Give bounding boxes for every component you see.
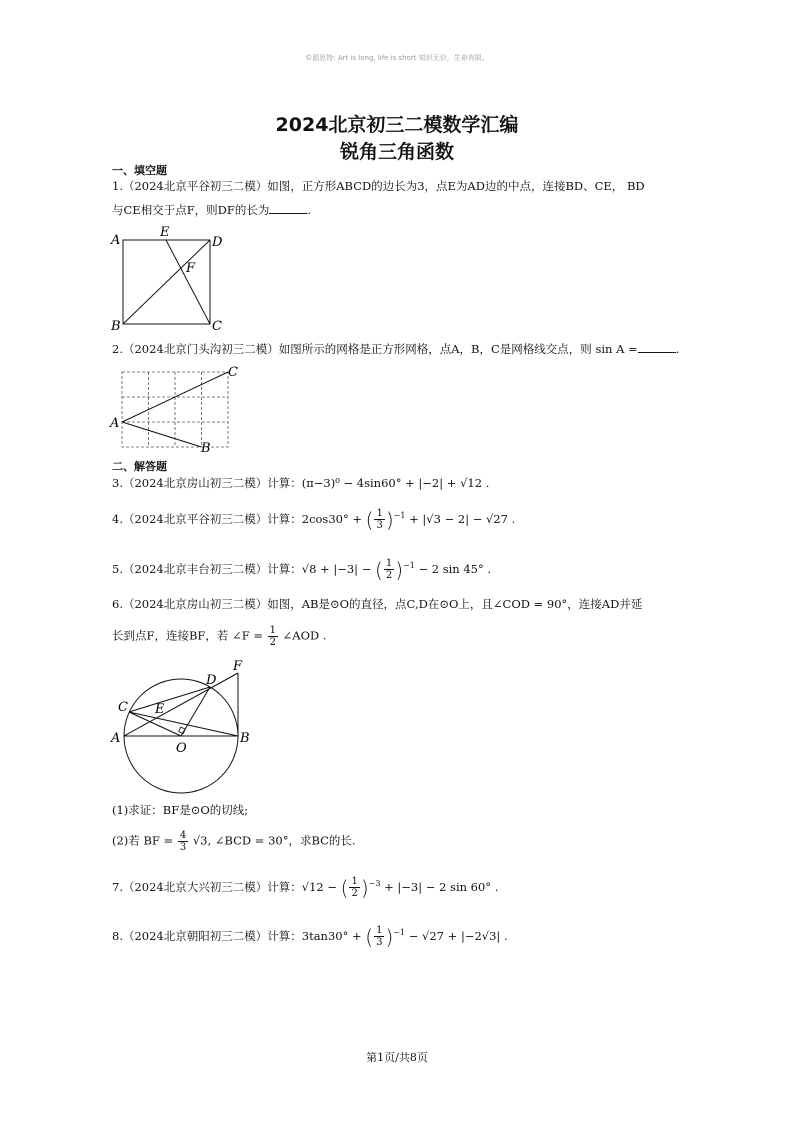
section-answer: 二、解答题 xyxy=(112,460,167,473)
question-1-line1: 1.（2024北京平谷初三二模）如图，正方形ABCD的边长为3，点E为AD边的中点，连接BD、CE， BD xyxy=(112,179,645,193)
watermark: ©源思特: Art is long, life is short 知识无价，生命有限。 xyxy=(305,54,489,62)
figure-grid xyxy=(108,364,248,454)
question-6-part1: (1)求证：BF是⊙O的切线; xyxy=(112,803,249,817)
fig3-label-E: E xyxy=(155,702,165,717)
question-6-line2: 长到点F，连接BF，若 ∠F = $\frac{1}{2}$ ∠AOD . xyxy=(112,625,327,648)
fig3-label-F: F xyxy=(233,659,243,674)
fig2-label-B: B xyxy=(201,441,211,454)
fig3-label-O: O xyxy=(176,741,187,756)
question-7: 7.（2024北京大兴初三二模）计算：√12 − ( $\frac{1}{2}$ )$^{-3}$ + |−3| − 2 sin 60° . xyxy=(112,875,499,900)
fig1-label-D: D xyxy=(212,235,223,250)
fig1-label-F: F xyxy=(186,261,196,276)
fig1-label-B: B xyxy=(111,319,121,334)
fig3-label-A: A xyxy=(111,731,121,746)
page-title: 2024北京初三二模数学汇编 xyxy=(275,114,519,136)
fig1-label-E: E xyxy=(160,226,170,240)
question-6-part2: (2)若 BF = $\frac{4}{3}$ √3, ∠BCD = 30°，求BC的长. xyxy=(112,830,356,853)
fig3-label-D: D xyxy=(206,673,217,688)
section-fill-blank: 一、填空题 xyxy=(112,164,167,177)
question-8: 8.（2024北京朝阳初三二模）计算：3tan30° + ( $\frac{1}{3}$ )$^{-1}$ − √27 + |−2√3| . xyxy=(112,924,508,949)
page-subtitle: 锐角三角函数 xyxy=(339,141,454,163)
question-6-line1: 6.（2024北京房山初三二模）如图，AB是⊙O的直径，点C,D在⊙O上，且∠COD = 90°，连接AD并延 xyxy=(112,597,643,611)
question-3: 3.（2024北京房山初三二模）计算：(π−3)⁰ − 4sin60° + |−2| + √12 . xyxy=(112,476,490,490)
answer-blank xyxy=(269,202,307,214)
page-footer: 第1页/共8页 xyxy=(366,1051,428,1064)
fig1-label-A: A xyxy=(111,233,121,248)
question-1-line2: 与CE相交于点F，则DF的长为 . xyxy=(112,203,312,217)
fig2-label-A: A xyxy=(110,416,120,431)
fig1-label-C: C xyxy=(212,319,222,334)
question-2: 2.（2024北京门头沟初三二模）如图所示的网格是正方形网格，点A，B，C是网格线交点，则 sin A = . xyxy=(112,342,680,356)
figure-square xyxy=(108,226,238,334)
fig3-label-B: B xyxy=(240,731,250,746)
figure-circle xyxy=(108,656,268,796)
fig2-label-C: C xyxy=(228,365,238,380)
fig3-label-C: C xyxy=(118,700,128,715)
question-5: 5.（2024北京丰台初三二模）计算：√8 + |−3| − ( $\frac{1}{2}$ )$^{-1}$ − 2 sin 45° . xyxy=(112,557,492,582)
question-4: 4.（2024北京平谷初三二模）计算：2cos30° + ( $\frac{1}{3}$ )$^{-1}$ + |√3 − 2| − √27 . xyxy=(112,507,516,532)
